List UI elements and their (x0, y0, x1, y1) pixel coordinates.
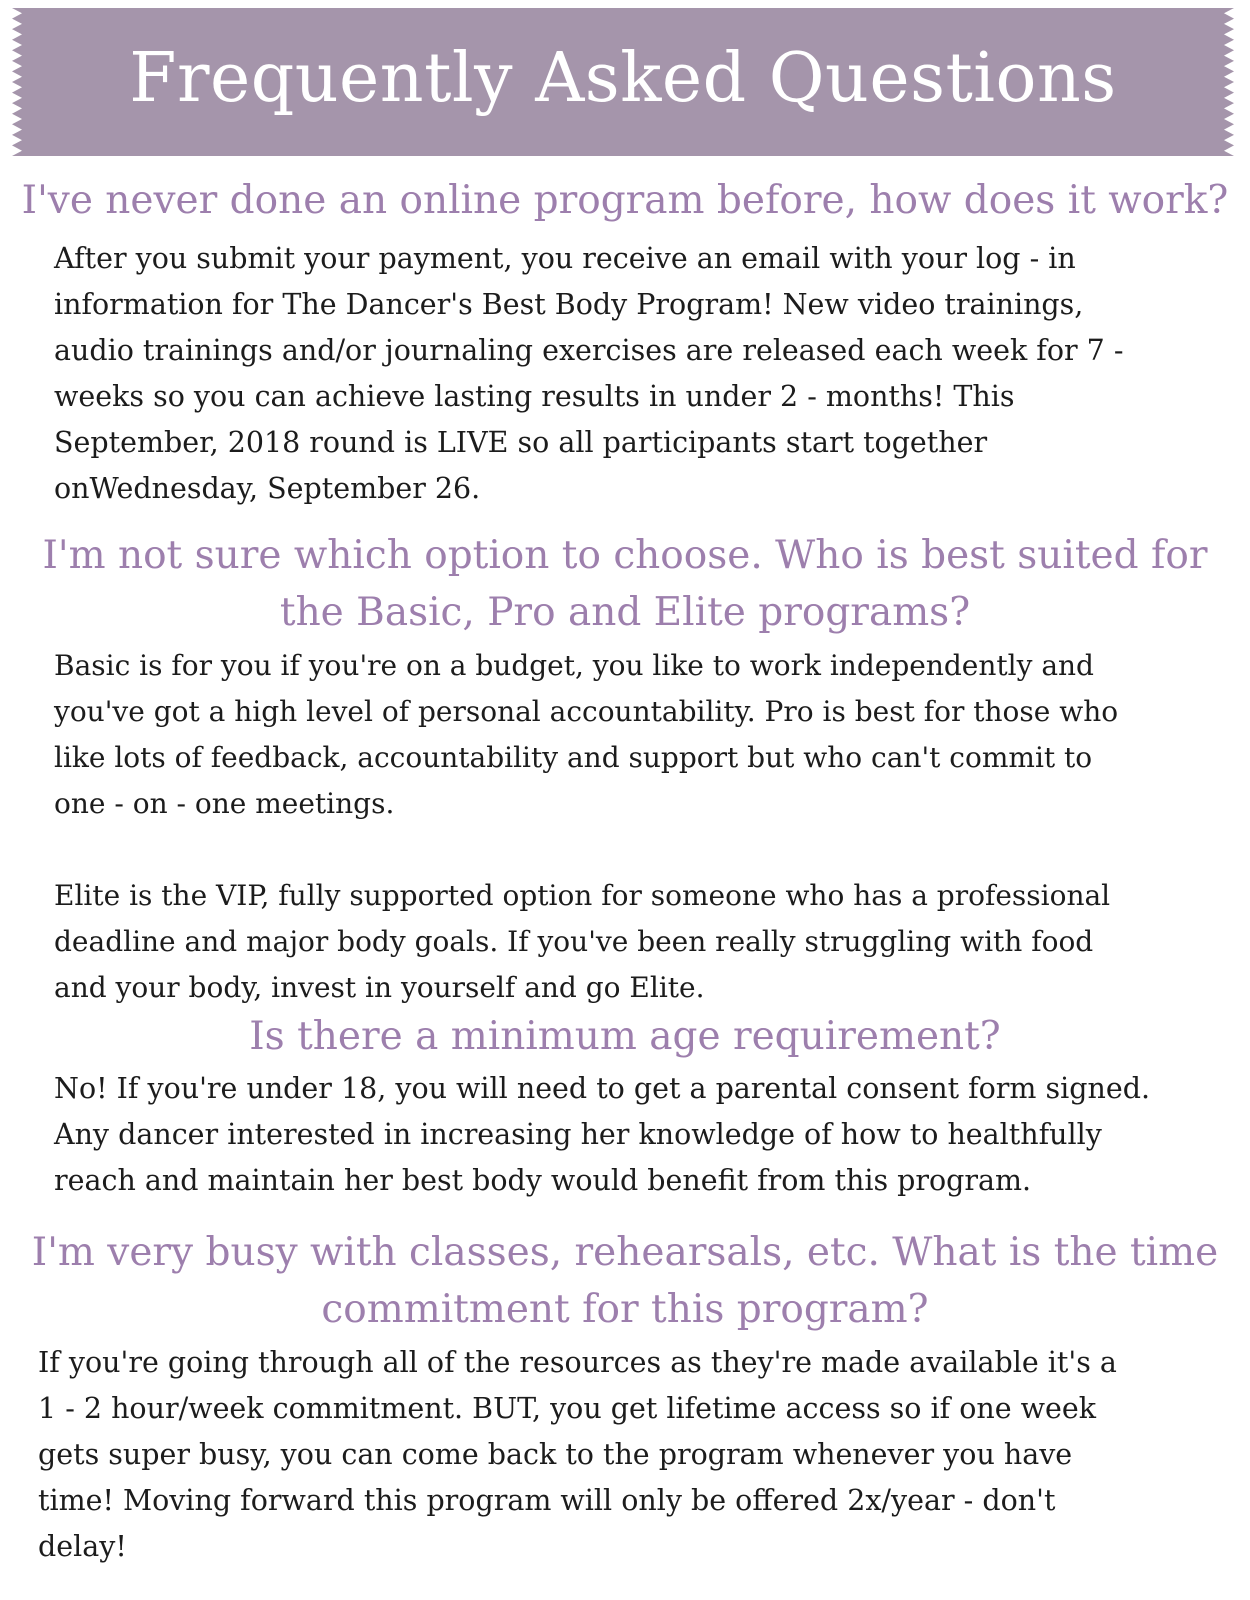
faq-question-4: I'm very busy with classes, rehearsals, etc. What is the time commitment for this program? (31, 1230, 1219, 1332)
faq-question-2: I'm not sure which option to choose. Who is best suited for the Basic, Pro and Elite programs? (42, 533, 1208, 635)
page-title: Frequently Asked Questions (129, 39, 1117, 118)
faq-question-3: Is there a minimum age requirement? (249, 1014, 1001, 1059)
faq-answer-1: After you submit your payment, you receive an email with your log - in information for The Dancer's Best Body Program! New video trainings, audio trainings and/or journaling exercises are released each week for 7 - weeks so you can achieve lasting results in under 2 - months! This September, 2018 round is LIVE so all participants start together onWednesday, September 26. (54, 242, 1124, 505)
header-banner (12, 8, 1234, 160)
faq-answer-4: If you're going through all of the resources as they're made available it's a 1 - 2 hour/week commitment. BUT, you get lifetime access so if one week gets super busy, you can come back to the program whenever you have time! Moving forward this program will only be offered 2x/year - don't delay! (38, 1346, 1117, 1563)
faq-answer-2: Basic is for you if you're on a budget, you like to work independently and you've got a high level of personal accountability. Pro is best for those who like lots of feedback, accountability and support but who can't commit to one - on - one meetings. Elite is the VIP, fully supported option for someone who has a professional deadline and major body goals. If you've been really struggling with food and your body, invest in yourself and go Elite. (54, 649, 1119, 1004)
faq-answer-3: No! If you're under 18, you will need to get a parental consent form signed. Any dancer interested in increasing her knowledge of how to healthfully reach and maintain her best body would benefit from this program. (54, 1072, 1151, 1197)
faq-question-1: I've never done an online program before, how does it work? (21, 178, 1229, 223)
